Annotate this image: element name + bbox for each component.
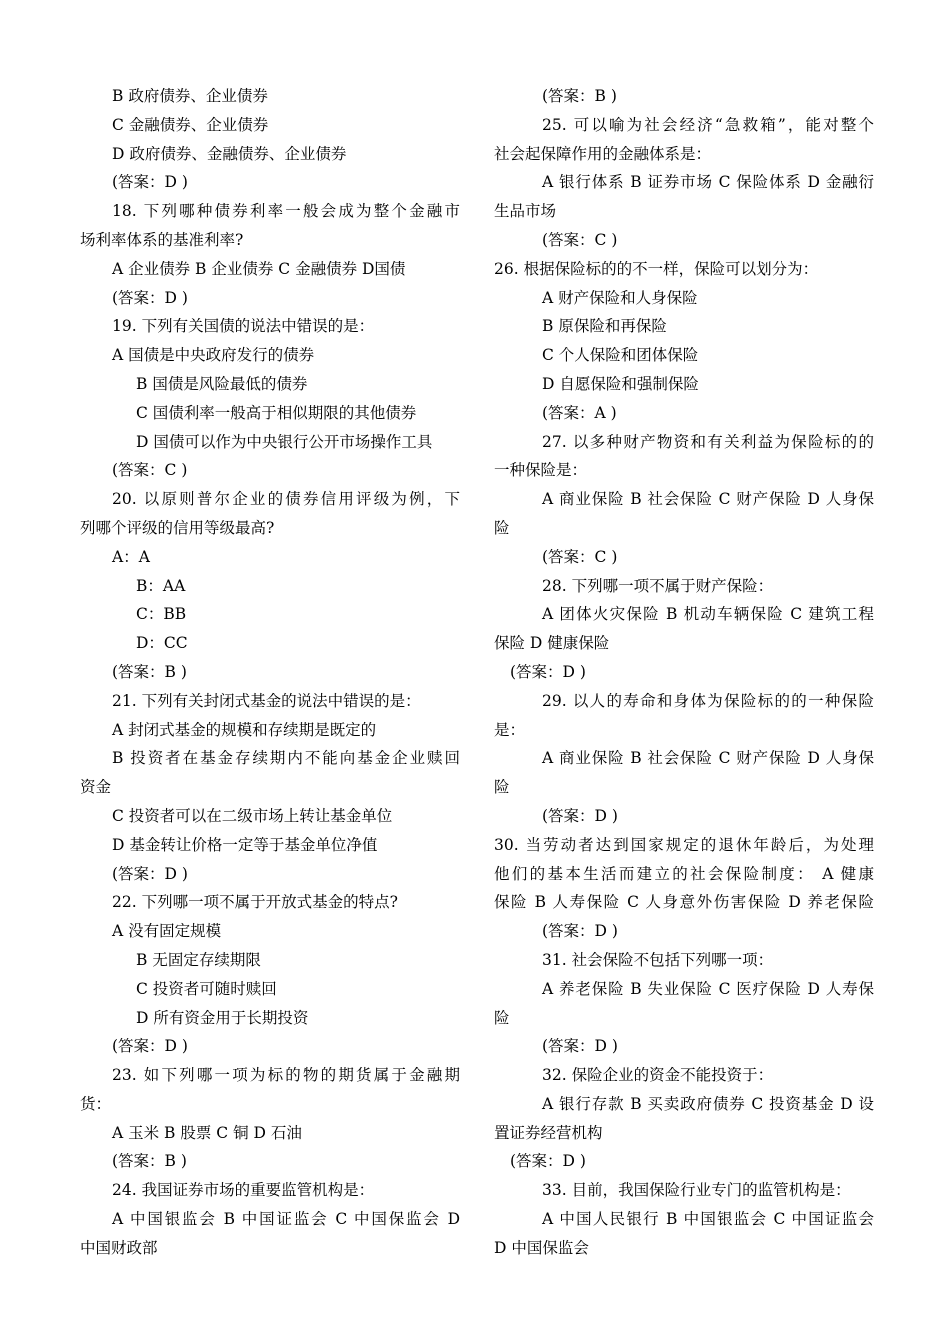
text-line: A 中国人民银行 B 中国银监会 C 中国证监会: [542, 1210, 874, 1229]
left-column: [80, 82, 460, 1263]
text-line: (答案：D ): [510, 662, 586, 681]
text-line: C 个人保险和团体保险: [542, 346, 699, 365]
text-line: A 银行体系 B 证券市场 C 保险体系 D 金融衍: [542, 173, 874, 192]
text-line: D 自愿保险和强制保险: [542, 374, 699, 393]
text-line: 一种保险是：: [494, 461, 588, 480]
right-column: [494, 82, 874, 1263]
text-line: B 投资者在基金存续期内不能向基金企业赎回: [112, 749, 460, 768]
text-line: (答案：D ): [542, 806, 618, 825]
text-line: (答案：D ): [542, 922, 618, 941]
text-line: D 国债可以作为中央银行公开市场操作工具: [136, 432, 433, 451]
text-line: B 政府债券、企业债券: [112, 87, 268, 105]
text-line: 24. 我国证券市场的重要监管机构是：: [112, 1181, 375, 1200]
text-line: A 财产保险和人身保险: [542, 288, 698, 307]
text-line: 保险 D 健康保险: [494, 634, 610, 653]
text-line: (答案：B ): [112, 662, 187, 681]
text-line: 险: [494, 518, 510, 537]
text-line: A 玉米 B 股票 C 铜 D 石油: [112, 1123, 302, 1142]
text-line: 30. 当劳动者达到国家规定的退休年龄后，为处理: [494, 835, 874, 854]
text-line: 23. 如下列哪一项为标的物的期货属于金融期: [112, 1066, 460, 1085]
text-line: 场利率体系的基准利率?: [80, 230, 244, 249]
text-line: 28. 下列哪一项不属于财产保险：: [542, 576, 774, 595]
text-line: 是：: [494, 720, 526, 739]
text-line: D 基金转让价格一定等于基金单位净值: [112, 835, 378, 854]
text-line: A 没有固定规模: [112, 922, 222, 941]
text-line: C 金融债券、企业债券: [112, 115, 269, 134]
text-line: D 政府债券、金融债券、企业债券: [112, 144, 347, 163]
text-line: 21. 下列有关封闭式基金的说法中错误的是：: [112, 691, 421, 710]
text-line: A 银行存款 B 买卖政府债券 C 投资基金 D 设: [542, 1094, 874, 1113]
text-line: (答案：D ): [112, 288, 188, 307]
text-line: 保险 B 人寿保险 C 人身意外伤害保险 D 养老保险: [494, 893, 874, 912]
text-line: 33. 目前，我国保险行业专门的监管机构是：: [542, 1181, 851, 1200]
text-line: B 国债是风险最低的债券: [136, 374, 308, 393]
text-line: 列哪个评级的信用等级最高?: [80, 518, 275, 537]
text-line: 社会起保障作用的金融体系是：: [494, 144, 712, 163]
text-line: (答案：D ): [112, 864, 188, 883]
text-line: D 所有资金用于长期投资: [136, 1008, 309, 1027]
text-line: 26. 根据保险标的的不一样，保险可以划分为：: [494, 259, 819, 278]
text-line: (答案：D ): [510, 1152, 586, 1171]
text-line: (答案：D ): [112, 173, 188, 192]
text-line: C 投资者可随时赎回: [136, 979, 277, 998]
text-line: A 商业保险 B 社会保险 C 财产保险 D 人身保: [542, 749, 874, 768]
text-line: 31. 社会保险不包括下列哪一项：: [542, 950, 774, 969]
text-line: D：CC: [136, 634, 188, 653]
text-line: D 中国保监会: [494, 1238, 589, 1257]
text-line: A：A: [112, 547, 150, 566]
text-line: 18. 下列哪种债券利率一般会成为整个金融市: [112, 202, 460, 221]
text-line: B 原保险和再保险: [542, 317, 667, 336]
text-line: A 中国银监会 B 中国证监会 C 中国保监会 D: [112, 1210, 460, 1229]
text-line: (答案：C ): [542, 547, 618, 566]
text-line: 中国财政部: [80, 1238, 158, 1257]
text-line: 27. 以多种财产物资和有关利益为保险标的的: [542, 432, 874, 451]
text-line: 生品市场: [494, 202, 557, 221]
text-line: B：AA: [136, 576, 186, 595]
text-line: A 养老保险 B 失业保险 C 医疗保险 D 人寿保: [542, 979, 874, 998]
text-line: 22. 下列哪一项不属于开放式基金的特点?: [112, 893, 398, 912]
text-line: 险: [494, 1008, 510, 1027]
text-line: (答案：D ): [112, 1037, 188, 1056]
text-line: C 国债利率一般高于相似期限的其他债券: [136, 403, 417, 422]
text-line: A 团体火灾保险 B 机动车辆保险 C 建筑工程: [542, 605, 874, 624]
text-line: (答案：C ): [112, 461, 188, 480]
text-line: (答案：C ): [542, 230, 618, 249]
text-line: 29. 以人的寿命和身体为保险标的的一种保险: [542, 691, 874, 710]
text-line: 19. 下列有关国债的说法中错误的是：: [112, 317, 375, 336]
text-line: 32. 保险企业的资金不能投资于：: [542, 1066, 774, 1085]
text-line: 险: [494, 778, 510, 797]
text-line: (答案：A ): [542, 403, 617, 422]
text-line: 货：: [80, 1094, 112, 1113]
text-line: 资金: [80, 778, 112, 797]
text-line: A 商业保险 B 社会保险 C 财产保险 D 人身保: [542, 490, 874, 509]
text-line: C 投资者可以在二级市场上转让基金单位: [112, 806, 393, 825]
text-line: (答案：D ): [542, 1037, 618, 1056]
text-line: (答案：B ): [542, 87, 617, 105]
text-line: 置证券经营机构: [494, 1123, 603, 1142]
text-line: 他们的基本生活而建立的社会保险制度： A 健康: [494, 864, 874, 883]
text-line: A 封闭式基金的规模和存续期是既定的: [112, 720, 377, 739]
text-line: 20. 以原则普尔企业的债券信用评级为例，下: [112, 490, 460, 509]
text-line: A 企业债券 B 企业债券 C 金融债券 D国债: [112, 259, 406, 278]
text-line: B 无固定存续期限: [136, 950, 261, 969]
text-line: A 国债是中央政府发行的债券: [112, 346, 315, 365]
text-line: C：BB: [136, 605, 187, 624]
text-line: 25. 可以喻为社会经济“急救箱”，能对整个: [542, 115, 874, 134]
text-line: (答案：B ): [112, 1152, 187, 1171]
